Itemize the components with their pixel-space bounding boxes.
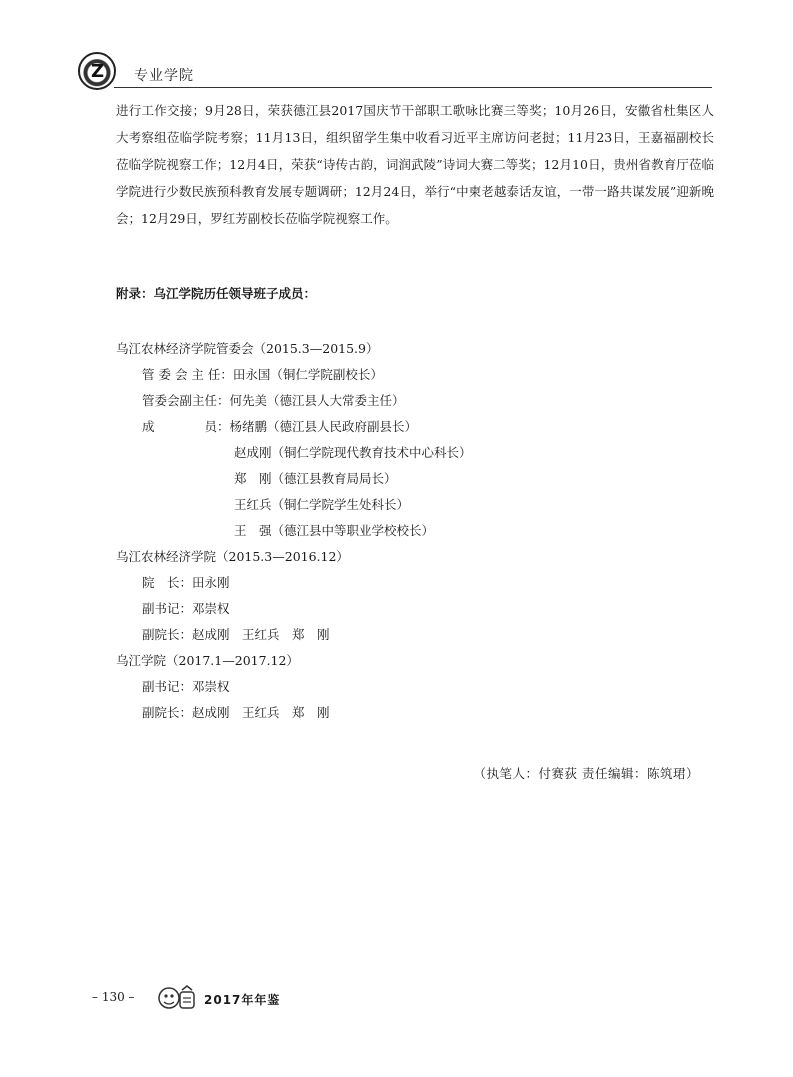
roster-group-heading: 乌江农林经济学院管委会（2015.3—2015.9） [116, 341, 379, 356]
author-credit: （执笔人：付赛荻 责任编辑：陈筑珺） [473, 766, 699, 781]
logo-glyph: Z [91, 61, 105, 82]
roster-line: 赵成刚（铜仁学院现代教育技术中心科长） [234, 445, 472, 460]
roster-line: 王红兵（铜仁学院学生处科长） [234, 497, 410, 512]
roster-line: 副书记：邓崇权 [142, 601, 230, 616]
page-header [78, 52, 712, 92]
university-logo-icon [78, 52, 116, 90]
yearbook-title: 2017年年鉴 [204, 993, 281, 1007]
body-paragraph: 进行工作交接；9月28日，荣获德江县2017国庆节干部职工歌咏比赛三等奖；10月26日，安徽省杜集区人大考察组莅临学院考察；11月13日，组织留学生集中收看习近平主席访问老挝；11月23日，王嘉福副校长莅临学院视察工作；12月4日，荣获“诗传古韵，词润武陵”诗词大赛二等奖；12月10日，贵州省教育厅莅临学院进行少数民族预科教育发展专题调研；12月24日，举行“中柬老越泰话友谊，一带一路共谋发展”迎新晚会；12月29日，罗红芳副校长莅临学院视察工作。 [116, 103, 714, 226]
mascot-icon [156, 984, 200, 1012]
section-title: 专业学院 [134, 68, 194, 84]
roster-line: 副院长：赵成刚 王红兵 郑 刚 [142, 627, 330, 642]
page-footer [92, 984, 392, 1014]
roster-line: 管 委 会 主 任：田永国（铜仁学院副校长） [142, 367, 383, 382]
roster-group-heading: 乌江学院（2017.1—2017.12） [116, 653, 299, 668]
roster-line: 院 长：田永刚 [142, 575, 230, 590]
page-number: – 130 – [92, 990, 135, 1004]
roster-line: 副书记：邓崇权 [142, 679, 230, 694]
roster-line: 副院长：赵成刚 王红兵 郑 刚 [142, 705, 330, 720]
roster-line: 管委会副主任：何先美（德江县人大常委主任） [142, 393, 405, 408]
appendix-title: 附录：乌江学院历任领导班子成员： [116, 286, 317, 301]
roster-group-heading: 乌江农林经济学院（2015.3—2016.12） [116, 549, 349, 564]
roster-line: 成 员：杨绪鹏（德江县人民政府副县长） [142, 419, 418, 434]
roster-line: 郑 刚（德江县教育局局长） [234, 471, 397, 486]
roster-line: 王 强（德江县中等职业学校校长） [234, 523, 435, 538]
header-divider [114, 87, 712, 88]
